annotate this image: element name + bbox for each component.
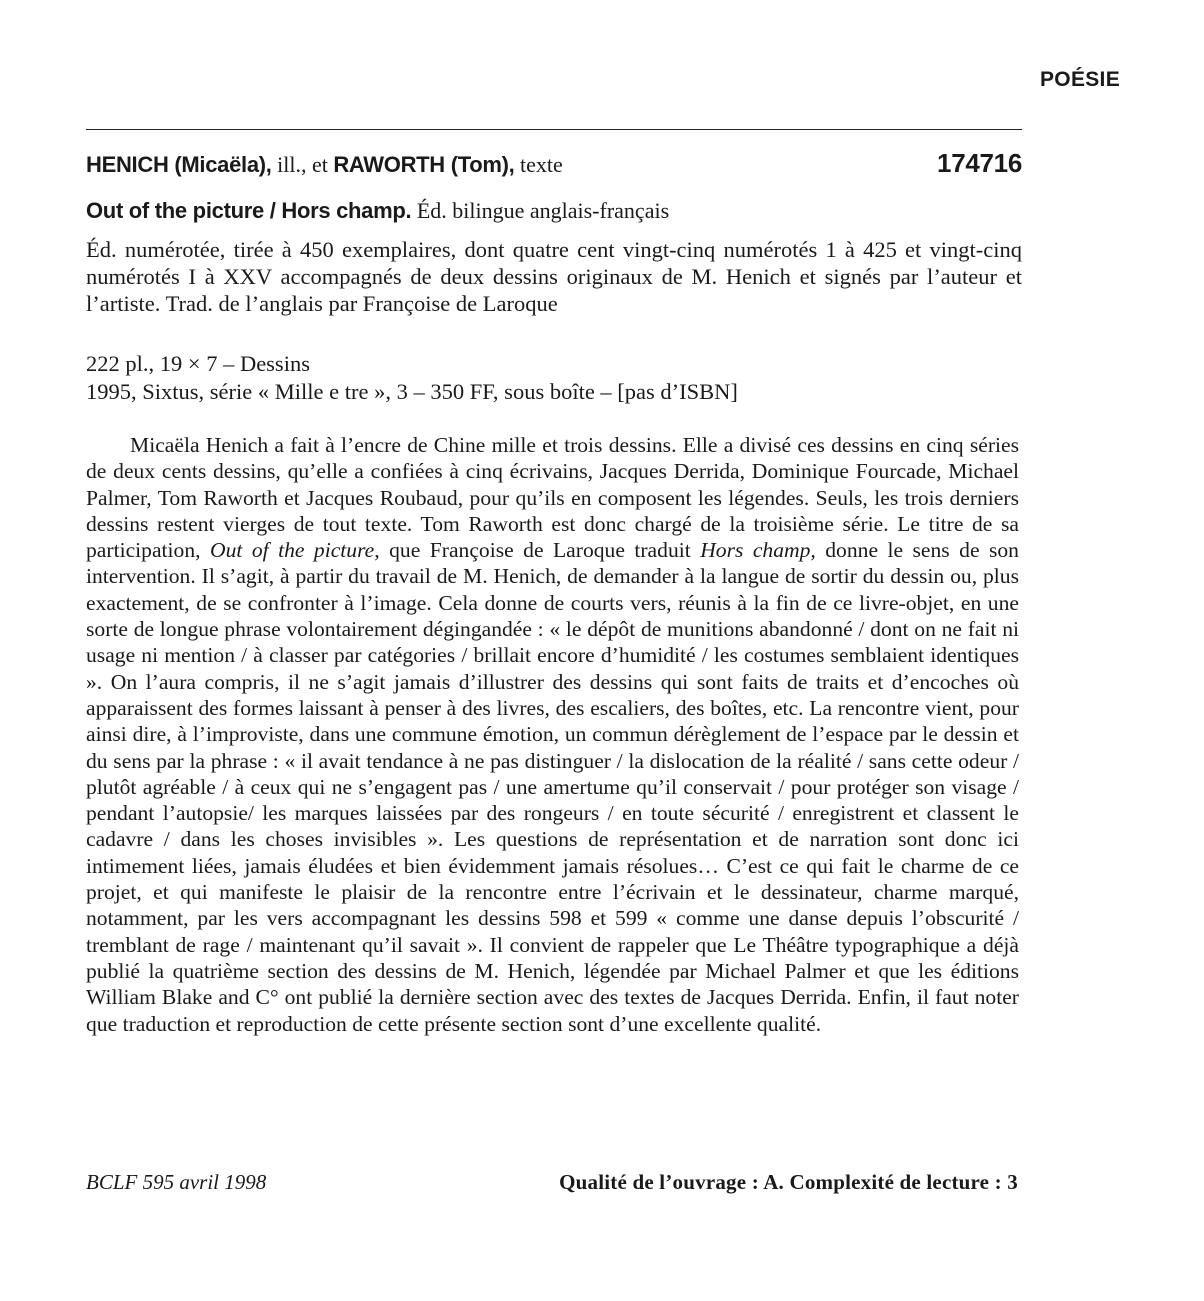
author-writer: RAWORTH (Tom), xyxy=(333,152,515,177)
role-writer: texte xyxy=(514,152,563,177)
review-part-1: Micaëla Henich a fait à l’encre de Chine mille et trois dessins. Elle a divisé ces dessins en cinq séries de deux cents dessins, qu’elle a confiées à cinq écrivains, Jacques Derrida, Dominique Fourcade, Michael Palmer, Tom Raworth et Jacques Roubaud, pour qu’ils en composent les légendes. Seuls, les trois derniers dessins restent vierges de tout texte. Tom Raworth est donc chargé de la troisième série. Le titre de sa participation, xyxy=(86,433,1019,563)
header-rule xyxy=(86,129,1022,130)
bibliographic-info xyxy=(86,350,1022,406)
edition-details: Éd. numérotée, tirée à 450 exemplaires, dont quatre cent vingt-cinq numérotés 1 à 425 et vingt-cinq numérotés I à XXV accompagnés de deux dessins originaux de M. Henich et signés par l’auteur et l’artiste. Trad. de l’anglais par Françoise de Laroque xyxy=(86,237,1022,316)
footer xyxy=(86,1170,1018,1195)
author-illustrator: HENICH (Micaëla), xyxy=(86,152,272,177)
book-title-line xyxy=(86,198,1022,224)
authors-line xyxy=(86,152,563,178)
section-heading: POÉSIE xyxy=(1040,68,1120,91)
physical-description: 222 pl., 19 × 7 – Dessins xyxy=(86,351,310,376)
source-citation: BCLF 595 avril 1998 xyxy=(86,1170,267,1194)
book-title: Out of the picture / Hors champ. xyxy=(86,198,412,223)
entry-header xyxy=(86,148,1022,179)
review-italic-title-fr: Hors champ, xyxy=(700,538,816,563)
review-italic-title-en: Out of the picture, xyxy=(209,538,380,563)
publication-info: 1995, Sixtus, série « Mille e tre », 3 – 350 FF, sous boîte – [pas d’ISBN] xyxy=(86,379,738,404)
review-part-3: donne le sens de son intervention. Il s’agit, à partir du travail de M. Henich, de demander à la langue de sortir du dessin ou, plus exactement, de se confronter à l’image. Cela donne de courts vers, réunis à la fin de ce livre-objet, en une sorte de longue phrase volontairement dégingandée : « le dépôt de munitions abandonné / dont on ne fait ni usage ni mention / à classer par catégories / brillait encore d’humidité / les costumes semblaient identiques ». On l’aura compris, il ne s’agit jamais d’illustrer des dessins qui sont faits de traits et d’encoches où apparaissent des formes laissant à penser à des livres, des escaliers, des boîtes, etc. La rencontre vient, pour ainsi dire, à l’improviste, dans une commune émotion, un commun dérèglement de l’espace par le dessin et du sens par la phrase : « il avait tendance à ne pas distinguer / la dislocation de la réalité / sans cette odeur / plutôt agréable / à ceux qui ne s’engagent pas / une amertume qu’il conservait / pour protéger son visage / pendant l’autopsie/ les marques laissées par des rongeurs / en toute sécurité / enregistrent et classent le cadavre / dans les choses invisibles ». Les questions de représentation et de narration sont donc ici intimement liées, jamais éludées et bien évidemment jamais résolues… C’est ce qui fait le charme de ce projet, et qui manifeste le plaisir de la rencontre entre l’écrivain et le dessinateur, charme marqué, notamment, par les vers accompagnant les dessins 598 et 599 « comme une danse depuis l’obscurité / tremblant de rage / maintenant qu’il savait ». Il convient de rappeler que Le Théâtre typographique a déjà publié la quatrième section des dessins de M. Henich, légendée par Michael Palmer et que les éditions William Blake and C° ont publié la dernière section avec des textes de Jacques Derrida. Enfin, il faut noter que traduction et reproduction de cette présente section sont d’une excellente qualité. xyxy=(86,538,1019,1036)
reference-number: 174716 xyxy=(937,148,1022,178)
review-part-2: que Françoise de Laroque traduit xyxy=(379,538,701,563)
role-illustrator: ill., et xyxy=(271,152,334,177)
edition-note: Éd. bilingue anglais-français xyxy=(411,198,670,223)
quality-rating: Qualité de l’ouvrage : A. Complexité de lecture : 3 xyxy=(559,1170,1018,1194)
review-text xyxy=(86,432,1019,1037)
